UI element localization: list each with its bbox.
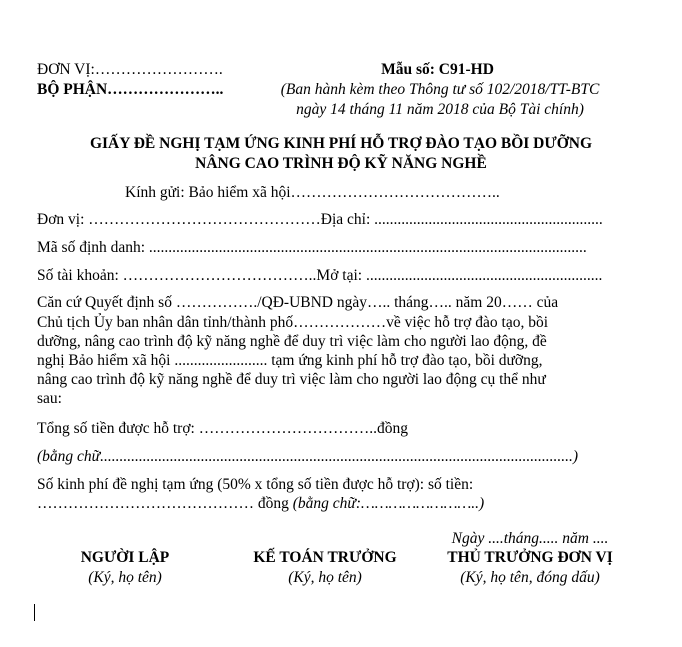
- preparer-title: NGƯỜI LẬP: [80, 549, 170, 566]
- accountant-title: KẾ TOÁN TRƯỞNG: [253, 549, 397, 566]
- document-title-line-2: NÂNG CAO TRÌNH ĐỘ KỸ NĂNG NGHỀ: [195, 155, 487, 172]
- department-label: BỘ PHẬN…………………..: [37, 81, 224, 98]
- advance-amount-value: …………………………………… đồng: [37, 495, 289, 512]
- paragraph-line-1: Căn cứ Quyết định số ……………./QĐ-UBND ngày….. tháng….. năm 20…… của: [37, 294, 559, 311]
- paragraph-line-2: Chủ tịch Ủy ban nhân dân tỉnh/thành phố………………về việc hỗ trợ đào tạo, bồi: [37, 314, 549, 331]
- bank-account-line: Số tài khoản: ………………………………..Mở tại: .............................................................: [37, 267, 603, 284]
- preparer-note: (Ký, họ tên): [88, 569, 162, 586]
- paragraph-line-3: dưỡng, nâng cao trình độ kỹ năng nghề để duy trì việc làm cho người lao động, đề: [37, 333, 547, 350]
- paragraph-line-5: nâng cao trình độ kỹ năng nghề để duy trì việc làm cho người lao động cụ thể như: [37, 371, 546, 388]
- unit-address-line: Đơn vị: ………………………………………Địa chỉ: ...........................................................: [37, 211, 603, 228]
- text-cursor: [34, 604, 35, 621]
- document-title-line-1: GIẤY ĐỀ NGHỊ TẠM ỨNG KINH PHÍ HỖ TRỢ ĐÀO TẠO BỒI DƯỠNG: [89, 135, 593, 152]
- total-amount-in-words: (bằng chữ..........................................................................................................................): [37, 448, 579, 465]
- head-of-unit-title: THỦ TRƯỞNG ĐƠN VỊ: [447, 549, 613, 566]
- advance-amount-in-words: (bằng chữ:……………………..): [292, 495, 485, 512]
- paragraph-line-6: sau:: [37, 390, 62, 407]
- form-number: Mẫu số: C91-HD: [381, 61, 494, 78]
- total-amount-line: Tổng số tiền được hỗ trợ: ……………………………..đồng: [37, 420, 408, 437]
- issued-by-line-1: (Ban hành kèm theo Thông tư số 102/2018/TT-BTC: [280, 81, 600, 98]
- recipient-line: Kính gửi: Bảo hiểm xã hội…………………………………..: [125, 184, 500, 201]
- paragraph-line-4: nghị Bảo hiểm xã hội ........................ tạm ứng kinh phí hỗ trợ đào tạo, bồi dưỡng,: [37, 352, 543, 369]
- identifier-code-line: Mã số định danh: .................................................................................................................: [37, 239, 587, 256]
- issued-by-line-2: ngày 14 tháng 11 năm 2018 của Bộ Tài chính): [296, 101, 584, 118]
- head-of-unit-note: (Ký, họ tên, đóng dấu): [460, 569, 600, 586]
- signature-date-line: Ngày ....tháng..... năm ....: [451, 530, 609, 547]
- advance-amount-line: [37, 495, 484, 513]
- accountant-note: (Ký, họ tên): [288, 569, 362, 586]
- unit-label: ĐƠN VỊ:…………………….: [37, 61, 223, 78]
- advance-request-line: Số kinh phí đề nghị tạm ứng (50% x tổng số tiền được hỗ trợ): số tiền:: [37, 476, 474, 493]
